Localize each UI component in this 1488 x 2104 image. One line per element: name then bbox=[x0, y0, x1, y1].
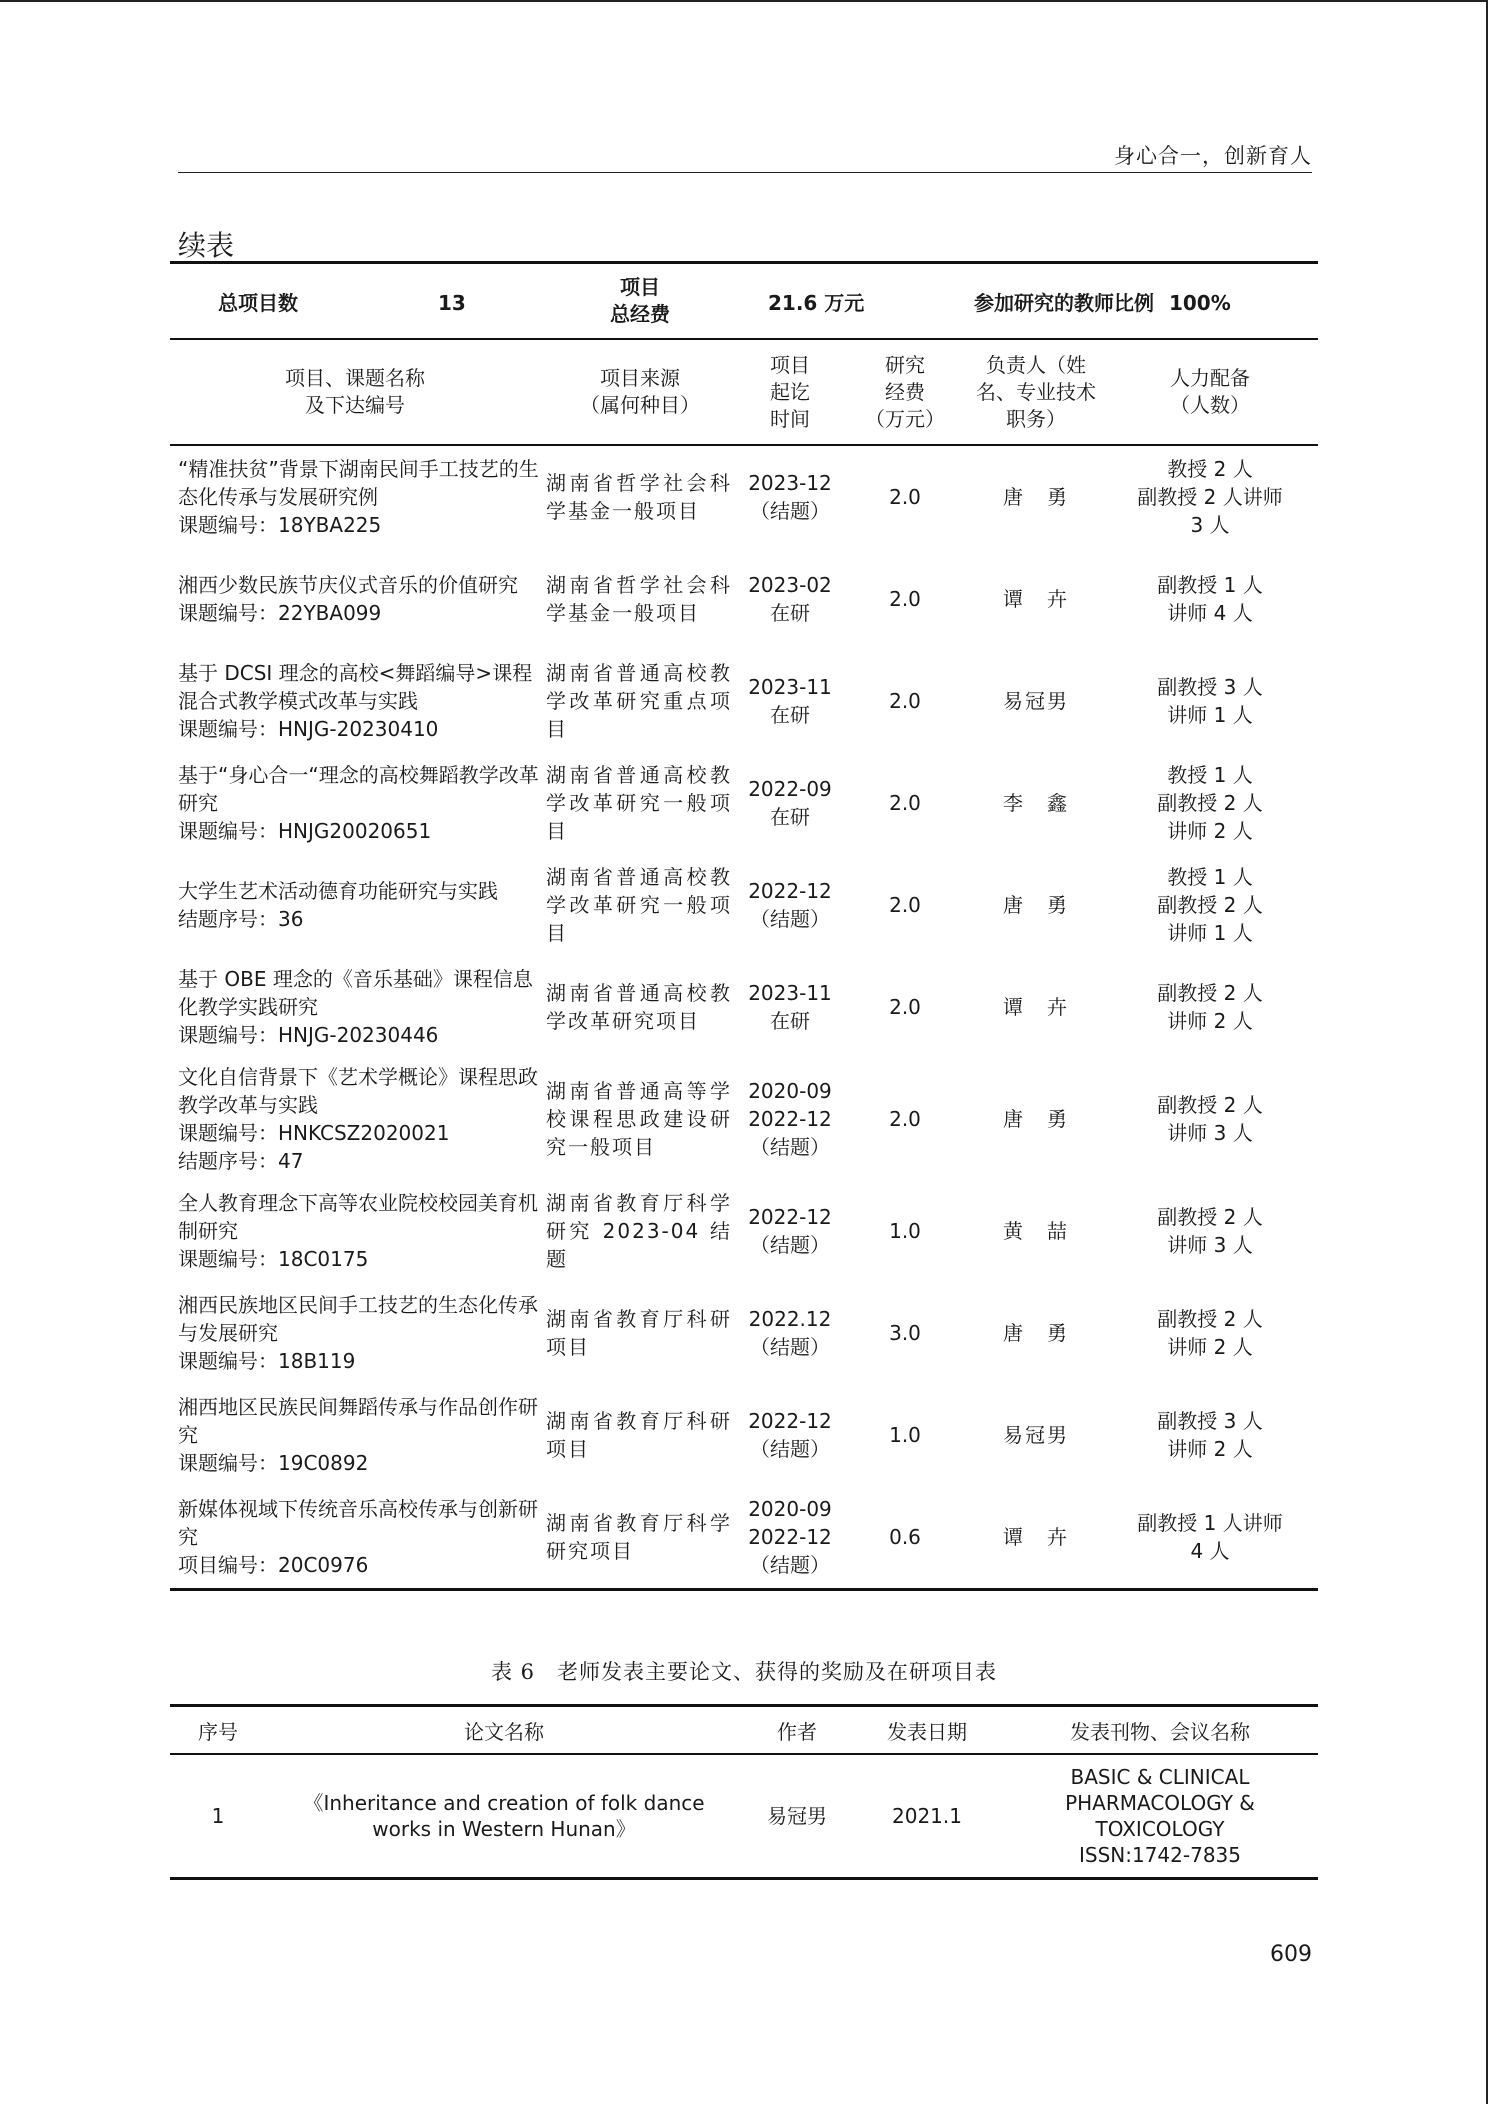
cell-leader: 谭 卉 bbox=[1003, 995, 1069, 1019]
table-row bbox=[170, 956, 1318, 1058]
paper-title: 《Inheritance and creation of folk dance works in Western Hunan》 bbox=[266, 1754, 742, 1879]
paper-no: 1 bbox=[170, 1754, 266, 1879]
cell-leader: 唐 勇 bbox=[1003, 1107, 1069, 1131]
total-funding-label: 项目 总经费 bbox=[540, 263, 740, 340]
header-rule bbox=[178, 172, 1312, 173]
table-row bbox=[170, 1486, 1318, 1590]
cell-source: 湖南省哲学社会科学基金一般项目 bbox=[546, 471, 732, 523]
col-header-funding: 研究 经费 （万元） bbox=[840, 339, 970, 445]
cell-staff: 副教授 2 人 讲师 3 人 bbox=[1157, 1205, 1263, 1257]
cell-staff: 教授 1 人 副教授 2 人 讲师 1 人 bbox=[1157, 865, 1263, 945]
cell-source: 湖南省普通高校教学改革研究项目 bbox=[546, 981, 732, 1033]
table-row bbox=[170, 752, 1318, 854]
cell-staff: 副教授 2 人 讲师 3 人 bbox=[1157, 1093, 1263, 1145]
table6-caption: 表 6 老师发表主要论文、获得的奖励及在研项目表 bbox=[490, 1660, 998, 1684]
teacher-ratio-cell bbox=[970, 263, 1318, 340]
cell-funding: 2.0 bbox=[889, 587, 921, 611]
cell-name: 湘西民族地区民间手工技艺的生态化传承与发展研究 课题编号：18B119 bbox=[178, 1293, 538, 1373]
col-header-name: 项目、课题名称 及下达编号 bbox=[170, 339, 540, 445]
col-header-staff: 人力配备 （人数） bbox=[1102, 339, 1318, 445]
cell-funding: 2.0 bbox=[889, 995, 921, 1019]
cell-time: 2022-12 （结题） bbox=[748, 1409, 832, 1461]
table-row bbox=[170, 1058, 1318, 1180]
col-header-date: 发表日期 bbox=[852, 1706, 1002, 1755]
cell-source: 湖南省普通高校教学改革研究重点项目 bbox=[546, 661, 732, 741]
cell-funding: 2.0 bbox=[889, 893, 921, 917]
col-header-no: 序号 bbox=[170, 1706, 266, 1755]
cell-source: 湖南省哲学社会科学基金一般项目 bbox=[546, 573, 732, 625]
cell-name: 湘西地区民族民间舞蹈传承与作品创作研究 课题编号：19C0892 bbox=[178, 1395, 538, 1475]
summary-row bbox=[170, 263, 1318, 340]
cell-time: 2022-12 （结题） bbox=[748, 879, 832, 931]
col-header-title: 论文名称 bbox=[266, 1706, 742, 1755]
paper-date: 2021.1 bbox=[852, 1754, 1002, 1879]
cell-staff: 副教授 2 人 讲师 2 人 bbox=[1157, 1307, 1263, 1359]
total-funding-value: 21.6 万元 bbox=[740, 263, 970, 340]
cell-leader: 易冠男 bbox=[1003, 1423, 1069, 1447]
page-number: 609 bbox=[1270, 1942, 1312, 1967]
running-header: 身心合一，创新育人 bbox=[1114, 144, 1312, 168]
cell-funding: 1.0 bbox=[889, 1219, 921, 1243]
cell-funding: 0.6 bbox=[840, 1486, 970, 1590]
cell-leader: 唐 勇 bbox=[1003, 893, 1069, 917]
cell-staff: 副教授 1 人讲师 4 人 bbox=[1102, 1486, 1318, 1590]
col-header-author: 作者 bbox=[742, 1706, 852, 1755]
cell-leader: 易冠男 bbox=[1003, 689, 1069, 713]
paper-author: 易冠男 bbox=[742, 1754, 852, 1879]
cell-name: 基于 DCSI 理念的高校<舞蹈编导>课程混合式教学模式改革与实践 课题编号：HNJG-20230410 bbox=[178, 661, 533, 741]
cell-leader: 唐 勇 bbox=[1003, 485, 1069, 509]
cell-name: 文化自信背景下《艺术学概论》课程思政教学改革与实践 课题编号：HNKCSZ2020021 结题序号：47 bbox=[178, 1065, 538, 1173]
table-row bbox=[170, 548, 1318, 650]
cell-time: 2023-11 在研 bbox=[748, 981, 832, 1033]
cell-source: 湖南省教育厅科学研究项目 bbox=[540, 1486, 740, 1590]
cell-source: 湖南省教育厅科研项目 bbox=[546, 1307, 732, 1359]
total-projects-label: 总项目数 bbox=[218, 290, 298, 315]
cell-name: “精准扶贫”背景下湖南民间手工技艺的生态化传承与发展研究例 课题编号：18YBA225 bbox=[178, 457, 539, 537]
cell-source: 湖南省普通高校教学改革研究一般项目 bbox=[546, 865, 732, 945]
table-row bbox=[170, 650, 1318, 752]
cell-funding: 2.0 bbox=[889, 689, 921, 713]
cell-time: 2020-09 2022-12 （结题） bbox=[748, 1079, 832, 1159]
col-header-time: 项目 起讫 时间 bbox=[740, 339, 840, 445]
cell-time: 2023-02 在研 bbox=[748, 573, 832, 625]
cell-funding: 3.0 bbox=[889, 1321, 921, 1345]
papers-header-row bbox=[170, 1706, 1318, 1755]
projects-table bbox=[170, 261, 1318, 1591]
cell-staff: 副教授 3 人 讲师 2 人 bbox=[1157, 1409, 1263, 1461]
cell-funding: 2.0 bbox=[889, 791, 921, 815]
cell-leader: 黄 喆 bbox=[1003, 1219, 1069, 1243]
cell-name: 基于 OBE 理念的《音乐基础》课程信息化教学实践研究 课题编号：HNJG-20230446 bbox=[178, 967, 533, 1047]
table-row bbox=[170, 1180, 1318, 1282]
cell-funding: 2.0 bbox=[889, 485, 921, 509]
col-header-source: 项目来源 （属何种目） bbox=[540, 339, 740, 445]
cell-staff: 副教授 1 人 讲师 4 人 bbox=[1157, 573, 1263, 625]
table-row bbox=[170, 445, 1318, 548]
header-row bbox=[170, 339, 1318, 445]
total-projects-value: 13 bbox=[437, 290, 466, 315]
papers-table bbox=[170, 1704, 1318, 1880]
cell-source: 湖南省普通高校教学改革研究一般项目 bbox=[546, 763, 732, 843]
cell-funding: 2.0 bbox=[889, 1107, 921, 1131]
cell-time: 2022-09 在研 bbox=[748, 777, 832, 829]
cell-source: 湖南省教育厅科学研究 2023-04 结题 bbox=[546, 1191, 732, 1271]
cell-name: 湘西少数民族节庆仪式音乐的价值研究 课题编号：22YBA099 bbox=[178, 573, 518, 625]
cell-staff: 教授 2 人 副教授 2 人讲师 3 人 bbox=[1137, 457, 1283, 537]
cell-name: 基于“身心合一“理念的高校舞蹈教学改革研究 课题编号：HNJG20020651 bbox=[178, 763, 539, 843]
cell-staff: 副教授 2 人 讲师 2 人 bbox=[1157, 981, 1263, 1033]
cell-leader: 谭 卉 bbox=[970, 1486, 1102, 1590]
cell-staff: 教授 1 人 副教授 2 人 讲师 2 人 bbox=[1157, 763, 1263, 843]
cell-time: 2020-09 2022-12 （结题） bbox=[740, 1486, 840, 1590]
teacher-ratio-value: 100% bbox=[1168, 290, 1231, 315]
cell-leader: 李 鑫 bbox=[1003, 791, 1069, 815]
cell-time: 2022-12 （结题） bbox=[748, 1205, 832, 1257]
cell-leader: 唐 勇 bbox=[1003, 1321, 1069, 1345]
cell-staff: 副教授 3 人 讲师 1 人 bbox=[1157, 675, 1263, 727]
col-header-leader: 负责人（姓 名、专业技术 职务） bbox=[970, 339, 1102, 445]
table-row bbox=[170, 854, 1318, 956]
paper-row bbox=[170, 1754, 1318, 1879]
teacher-ratio-label: 参加研究的教师比例 bbox=[974, 290, 1154, 315]
table-row bbox=[170, 1282, 1318, 1384]
rows-body bbox=[170, 445, 1318, 1590]
cell-source: 湖南省教育厅科研项目 bbox=[546, 1409, 732, 1461]
cell-time: 2023-11 在研 bbox=[748, 675, 832, 727]
cell-funding: 1.0 bbox=[889, 1423, 921, 1447]
total-projects-cell bbox=[170, 263, 540, 340]
cell-time: 2022.12 （结题） bbox=[748, 1307, 832, 1359]
table-row bbox=[170, 1384, 1318, 1486]
cell-name: 新媒体视域下传统音乐高校传承与创新研究 项目编号：20C0976 bbox=[170, 1486, 540, 1590]
cell-leader: 谭 卉 bbox=[1003, 587, 1069, 611]
cell-source: 湖南省普通高等学校课程思政建设研究一般项目 bbox=[546, 1079, 732, 1159]
cell-time: 2023-12 （结题） bbox=[748, 471, 832, 523]
continuation-title: 续表 bbox=[178, 229, 235, 262]
cell-name: 全人教育理念下高等农业院校校园美育机制研究 课题编号：18C0175 bbox=[178, 1191, 538, 1271]
paper-journal: BASIC & CLINICAL PHARMACOLOGY & TOXICOLOGY ISSN:1742-7835 bbox=[1002, 1754, 1318, 1879]
col-header-journal: 发表刊物、会议名称 bbox=[1002, 1706, 1318, 1755]
cell-name: 大学生艺术活动德育功能研究与实践 结题序号：36 bbox=[178, 879, 498, 931]
